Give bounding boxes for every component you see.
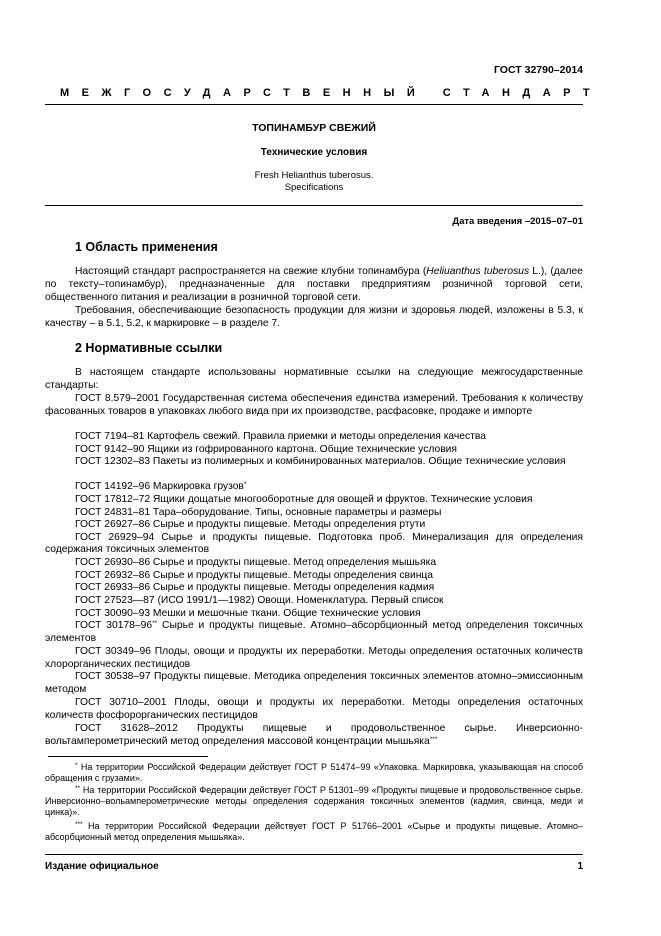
reference-item: ГОСТ 14192–96 Маркировка грузов*: [75, 481, 247, 492]
reference-item: ГОСТ 26932–86 Сырье и продукты пищевые. Методы определения свинца: [75, 569, 434, 581]
section2-heading: 2 Нормативные ссылки: [75, 341, 223, 355]
reference-item: ГОСТ 30710–2001 Плоды, овощи и продукты их переработки. Методы определения остаточных количеств фосфорорганических пестицидов: [45, 697, 583, 721]
reference-item: ГОСТ 26929–94 Сырье и продукты пищевые. Подготовка проб. Минерализация для определения содержания токсичных элементов: [45, 531, 583, 556]
introduction-date: Дата введения –2015–07–01: [452, 216, 583, 227]
reference-item: ГОСТ 17812–72 Ящики дощатые многооборотные для овощей и фруктов. Технические условия: [75, 494, 533, 505]
bottom-rule: [45, 854, 583, 855]
footnote-3: *** На территории Российской Федерации действует ГОСТ Р 51766–2001 «Сырье и продукты пищевые. Атомно–абсорбционный метод определения мышьяка».: [45, 821, 583, 842]
middle-rule: [45, 205, 583, 206]
reference-item: ГОСТ 30538–97 Продукты пищевые. Методика определения токсичных элементов атомно–эмиссионным методом: [45, 671, 583, 695]
section1-paragraph1: Настоящий стандарт распространяется на свежие клубни топинамбура (Heliuanthus tuberosus L.), (далее по тексту–топинамбур), предназначенные для поставки предприятиям розничной торговой сети, общественного питания и реализации в розничной торговой сети.: [45, 266, 583, 303]
reference-item: ГОСТ 30349–96 Плоды, овощи и продукты их переработки. Методы определения остаточных количеств хлорорганических пестицидов: [45, 646, 583, 670]
reference-item: ГОСТ 26927–86 Сырье и продукты пищевые. Методы определения ртути: [75, 519, 426, 530]
reference-item: ГОСТ 9142–90 Ящики из гофрированного картона. Общие технические условия: [75, 443, 458, 455]
doc-title: ТОПИНАМБУР СВЕЖИЙ: [252, 122, 376, 134]
doc-number: ГОСТ 32790–2014: [493, 64, 583, 76]
reference-item: ГОСТ 31628–2012 Продукты пищевые и продовольственное сырье. Инверсионно-вольтамперометрический метод определения массовой концентрации мышьяка***: [45, 723, 583, 747]
standard-banner: МЕЖГОСУДАРСТВЕННЫЙ СТАНДАРТ: [60, 87, 603, 99]
doc-subtitle: Технические условия: [260, 147, 368, 158]
reference-item: ГОСТ 30178–96** Сырье и продукты пищевые. Атомно–абсорбционный метод определения токсичных элементов: [45, 620, 583, 644]
reference-item: ГОСТ 26930–86 Сырье и продукты пищевые. Метод определения мышьяка: [75, 557, 437, 568]
reference-item: ГОСТ 7194–81 Картофель свежий. Правила приемки и методы определения качества: [75, 431, 486, 442]
page-number: 1: [577, 861, 583, 872]
reference-item: ГОСТ 8.579–2001 Государственная система обеспечения единства измерений. Требования к количеству фасованных товаров в упаковках любого вида при их производстве, расфасовке, продаже и импорте: [45, 393, 583, 417]
section1-heading: 1 Область применения: [75, 240, 218, 254]
reference-item: ГОСТ 12302–83 Пакеты из полимерных и комбинированных материалов. Общие технические условия: [75, 456, 566, 467]
section1-paragraph2: Требования, обеспечивающие безопасность продукции для жизни и здоровья людей, изложены в 5.3, к качеству – в 5.1, 5.2, к маркировке – в разделе 7.: [45, 305, 583, 329]
top-rule: [45, 104, 583, 105]
reference-item: ГОСТ 30090–93 Мешки и мешочные ткани. Общие технические условия: [75, 607, 421, 619]
footnote-1: * На территории Российской Федерации действует ГОСТ Р 51474–99 «Упаковка. Маркировка, указывающая на способ обращения с грузами».: [45, 762, 583, 783]
official-edition-label: Издание официальное: [45, 861, 159, 872]
section2-intro: В настоящем стандарте использованы нормативные ссылки на следующие межгосударственные стандарты:: [45, 367, 583, 391]
english-title: [45, 170, 583, 194]
footnote-2: ** На территории Российской Федерации действует ГОСТ Р 51301–99 «Продукты пищевые и продовольственное сырье. Инверсионно–вольамперометрические методы определения содержания токсичных элементов (кадмия, свинца, меди и цинка)».: [45, 785, 583, 817]
reference-item: ГОСТ 24831–81 Тара–оборудование. Типы, основные параметры и размеры: [75, 506, 442, 518]
footnote-rule: [48, 756, 208, 757]
english-title-line2: Specifications: [284, 182, 344, 193]
english-title-line1: Fresh Helianthus tuberosus.: [254, 170, 374, 181]
reference-item: ГОСТ 26933–86 Сырье и продукты пищевые. Методы определения кадмия: [75, 582, 435, 593]
reference-item: ГОСТ 27523—87 (ИСО 1991/1—1982) Овощи. Номенклатура. Первый список: [75, 595, 444, 606]
